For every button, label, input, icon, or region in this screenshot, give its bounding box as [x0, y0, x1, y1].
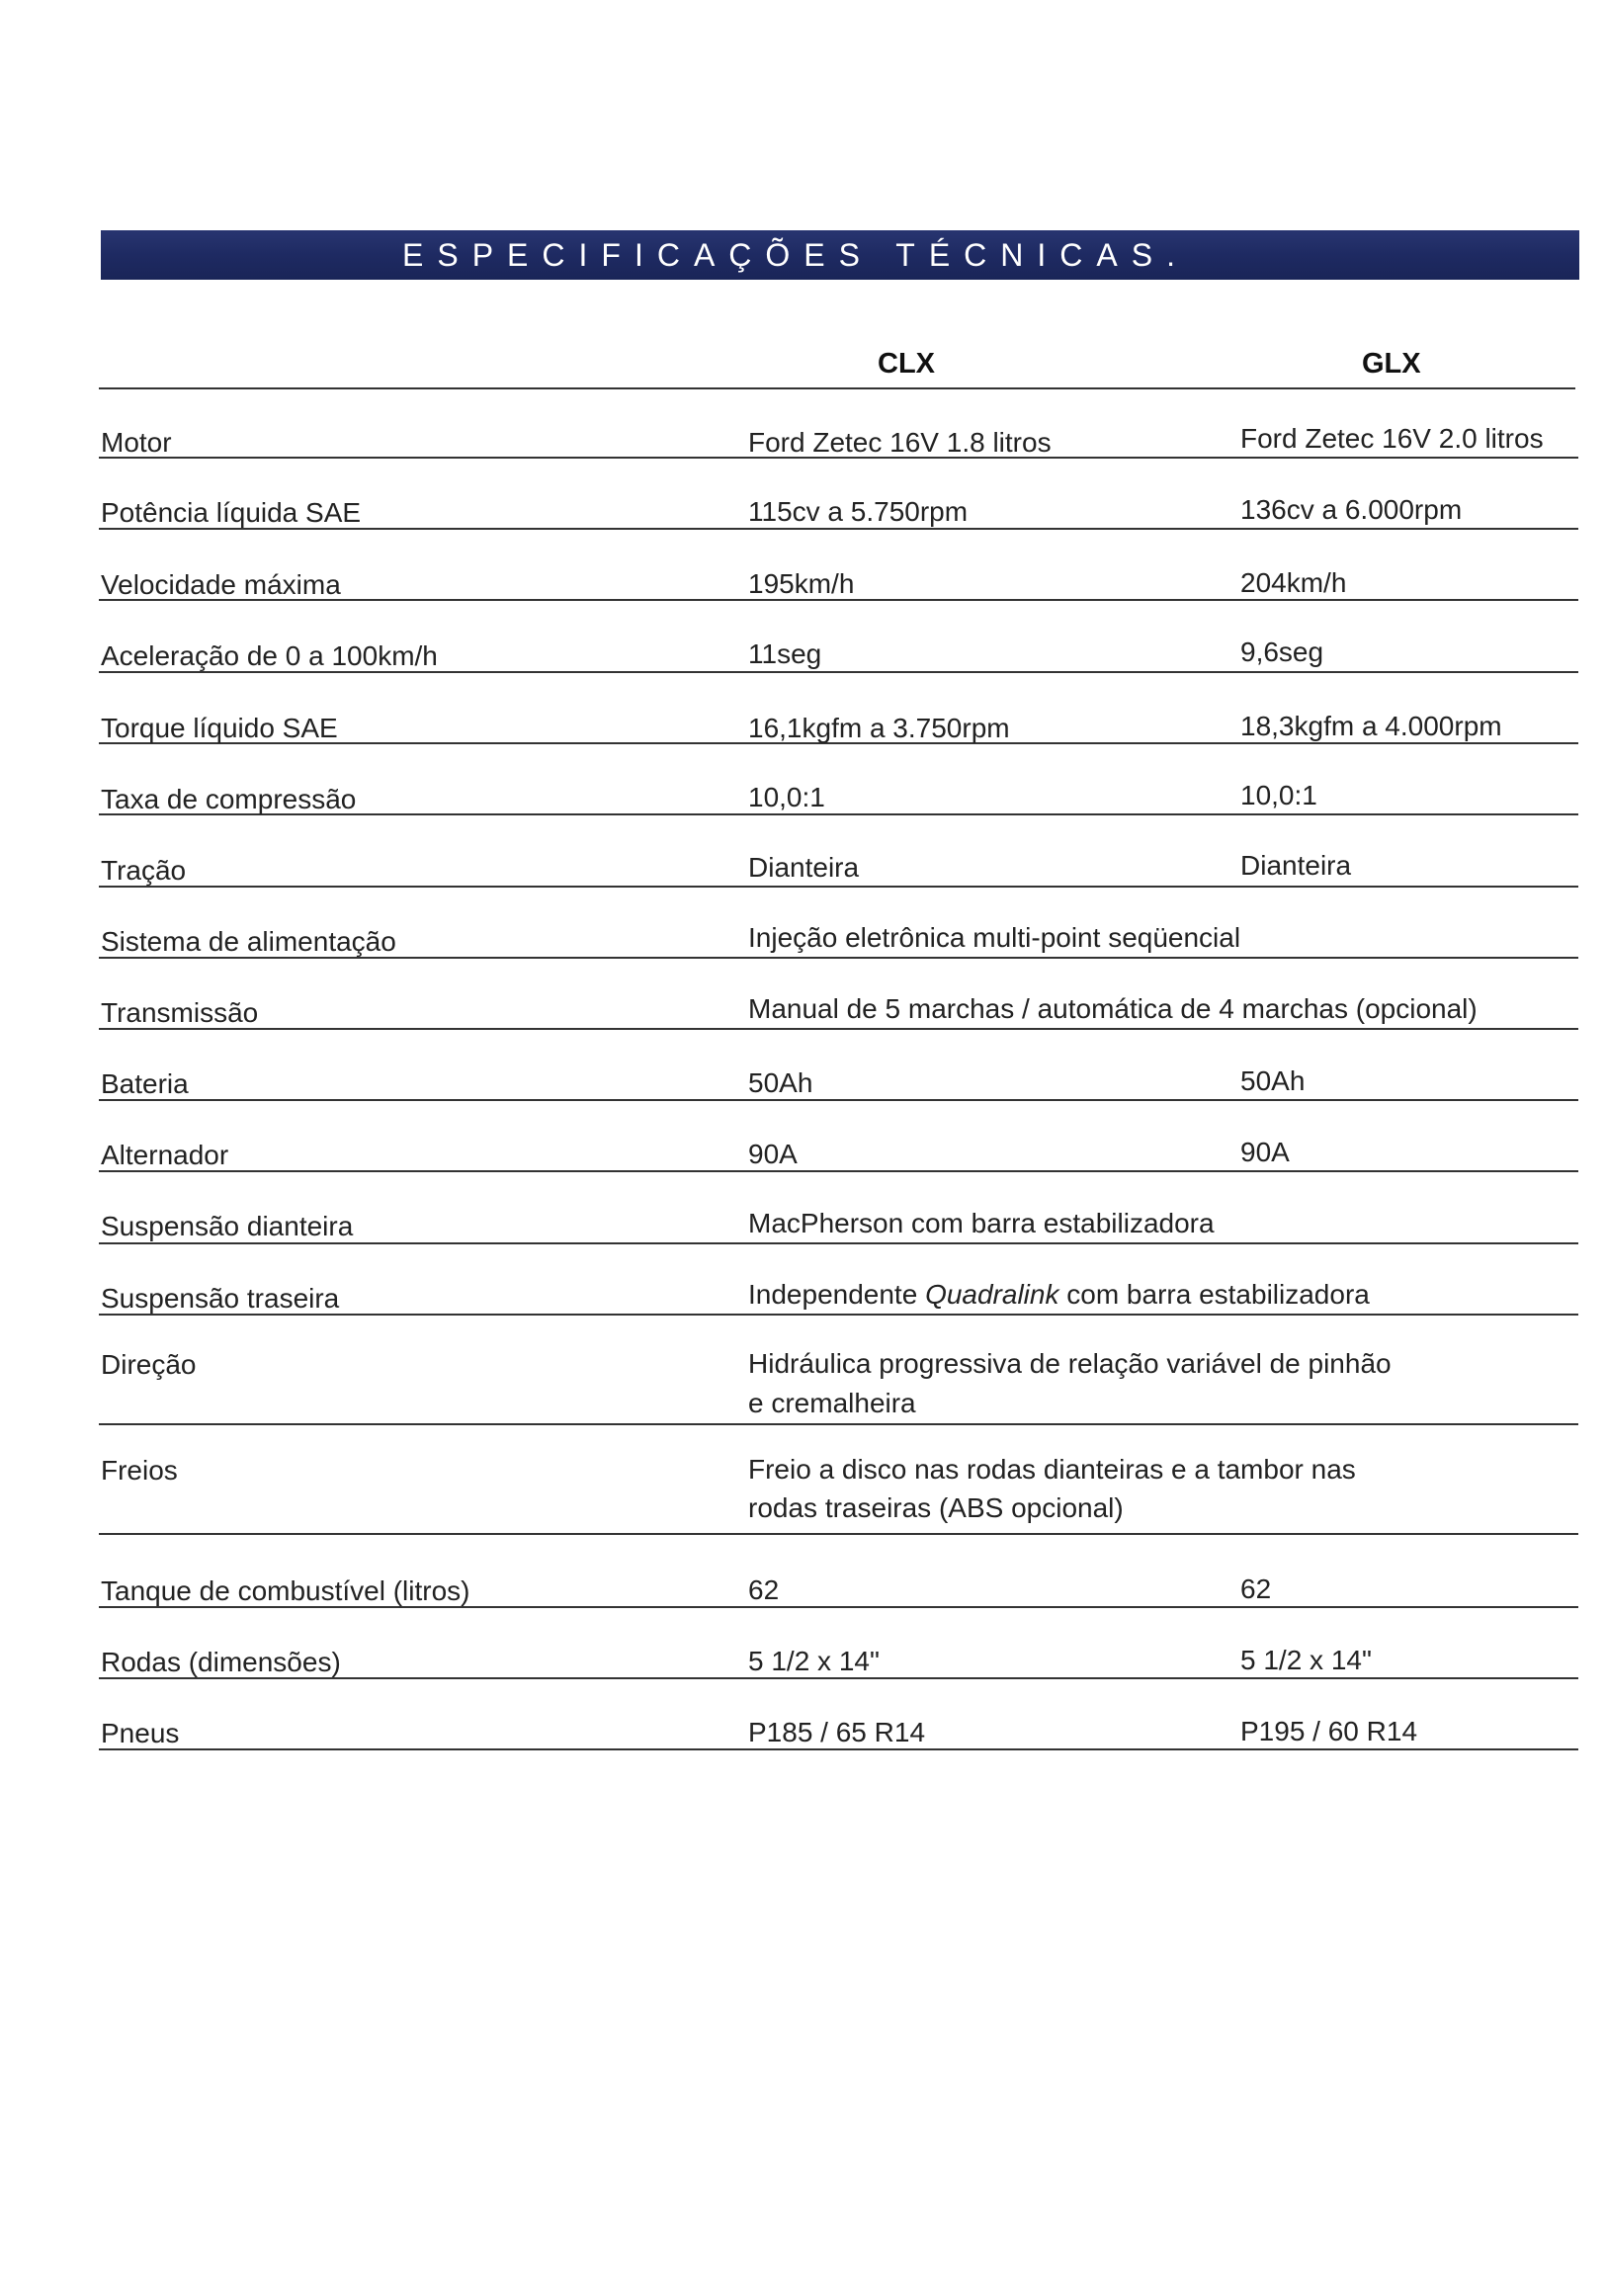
column-header-clx: CLX [878, 348, 935, 380]
spec-value-both [748, 1275, 1559, 1314]
spec-value-italic: Quadralink [925, 1279, 1059, 1310]
spec-value-clx: 115cv a 5.750rpm [748, 496, 969, 527]
spec-value-clx: 5 1/2 x 14" [748, 1646, 880, 1676]
table-row [99, 959, 1578, 1030]
spec-value-glx: 50Ah [1240, 1065, 1306, 1096]
spec-label: Transmissão [101, 997, 259, 1028]
table-row [99, 673, 1578, 744]
page-title: ESPECIFICAÇÕES TÉCNICAS. [402, 236, 1189, 273]
spec-table [99, 387, 1581, 1750]
spec-label: Velocidade máxima [101, 569, 341, 600]
table-row [99, 815, 1578, 888]
spec-value-part: com barra estabilizadora [1058, 1279, 1370, 1310]
spec-label: Tanque de combustível (litros) [101, 1575, 470, 1606]
spec-label: Pneus [101, 1718, 180, 1748]
spec-value-both: MacPherson com barra estabilizadora [748, 1208, 1215, 1238]
table-row [99, 1535, 1578, 1608]
spec-value-glx: 10,0:1 [1240, 780, 1317, 810]
spec-value-clx: 16,1kgfm a 3.750rpm [748, 713, 1010, 743]
spec-value-glx: Dianteira [1240, 850, 1352, 881]
column-header-glx: GLX [1362, 348, 1421, 380]
spec-value-both: Injeção eletrônica multi-point seqüencial [748, 922, 1241, 953]
spec-value-clx: 90A [748, 1139, 798, 1169]
table-row [99, 888, 1578, 959]
spec-value-clx: 10,0:1 [748, 782, 825, 812]
spec-value-glx: 9,6seg [1240, 637, 1324, 667]
spec-label: Aceleração de 0 a 100km/h [101, 640, 438, 671]
spec-value-part: Independente [748, 1279, 926, 1310]
table-row [99, 1316, 1578, 1425]
spec-value-glx: 5 1/2 x 14" [1240, 1645, 1372, 1675]
title-banner [101, 230, 1579, 280]
table-row [99, 601, 1578, 673]
table-row [99, 387, 1578, 459]
spec-value-both-line2: rodas traseiras (ABS opcional) [748, 1492, 1124, 1523]
table-row [99, 744, 1578, 815]
spec-value-glx: 90A [1240, 1137, 1290, 1167]
table-row [99, 1425, 1578, 1535]
spec-label: Suspensão dianteira [101, 1211, 354, 1241]
table-row [99, 1608, 1578, 1679]
spec-value-both-line1: Hidráulica progressiva de relação variável de pinhão [748, 1348, 1392, 1379]
spec-label: Rodas (dimensões) [101, 1647, 341, 1677]
spec-value-both-line2: e cremalheira [748, 1388, 916, 1418]
spec-label: Suspensão traseira [101, 1283, 340, 1314]
spec-value-clx: Dianteira [748, 852, 860, 883]
spec-label: Freios [101, 1455, 178, 1486]
spec-label: Taxa de compressão [101, 784, 357, 814]
table-row [99, 1244, 1578, 1316]
spec-label: Direção [101, 1349, 197, 1380]
spec-value-clx: 11seg [748, 638, 822, 669]
spec-value-clx: 62 [748, 1574, 780, 1605]
spec-label: Alternador [101, 1140, 229, 1170]
table-row [99, 1030, 1578, 1101]
spec-value-both: Manual de 5 marchas / automática de 4 marchas (opcional) [748, 993, 1478, 1024]
spec-value-glx: 18,3kgfm a 4.000rpm [1240, 711, 1502, 741]
spec-value-glx: 62 [1240, 1573, 1272, 1604]
spec-label: Bateria [101, 1068, 189, 1099]
table-row [99, 459, 1578, 530]
spec-label: Torque líquido SAE [101, 713, 338, 743]
table-row [99, 1172, 1578, 1244]
spec-value-glx: P195 / 60 R14 [1240, 1716, 1418, 1746]
spec-value-clx: Ford Zetec 16V 1.8 litros [748, 427, 1052, 458]
spec-value-glx: 136cv a 6.000rpm [1240, 494, 1463, 525]
table-row [99, 530, 1578, 601]
spec-value-glx: 204km/h [1240, 567, 1347, 598]
spec-label: Potência líquida SAE [101, 497, 362, 528]
spec-value-clx: 50Ah [748, 1067, 813, 1098]
spec-value-clx: P185 / 65 R14 [748, 1717, 926, 1747]
spec-label: Motor [101, 427, 172, 458]
spec-value-glx: Ford Zetec 16V 2.0 litros [1240, 423, 1544, 454]
table-row [99, 1101, 1578, 1172]
spec-value-clx: 195km/h [748, 568, 855, 599]
spec-value-both-line1: Freio a disco nas rodas dianteiras e a tambor nas [748, 1454, 1356, 1485]
table-header [99, 336, 1575, 389]
spec-label: Sistema de alimentação [101, 926, 396, 957]
spec-label: Tração [101, 855, 187, 886]
table-row [99, 1679, 1578, 1750]
